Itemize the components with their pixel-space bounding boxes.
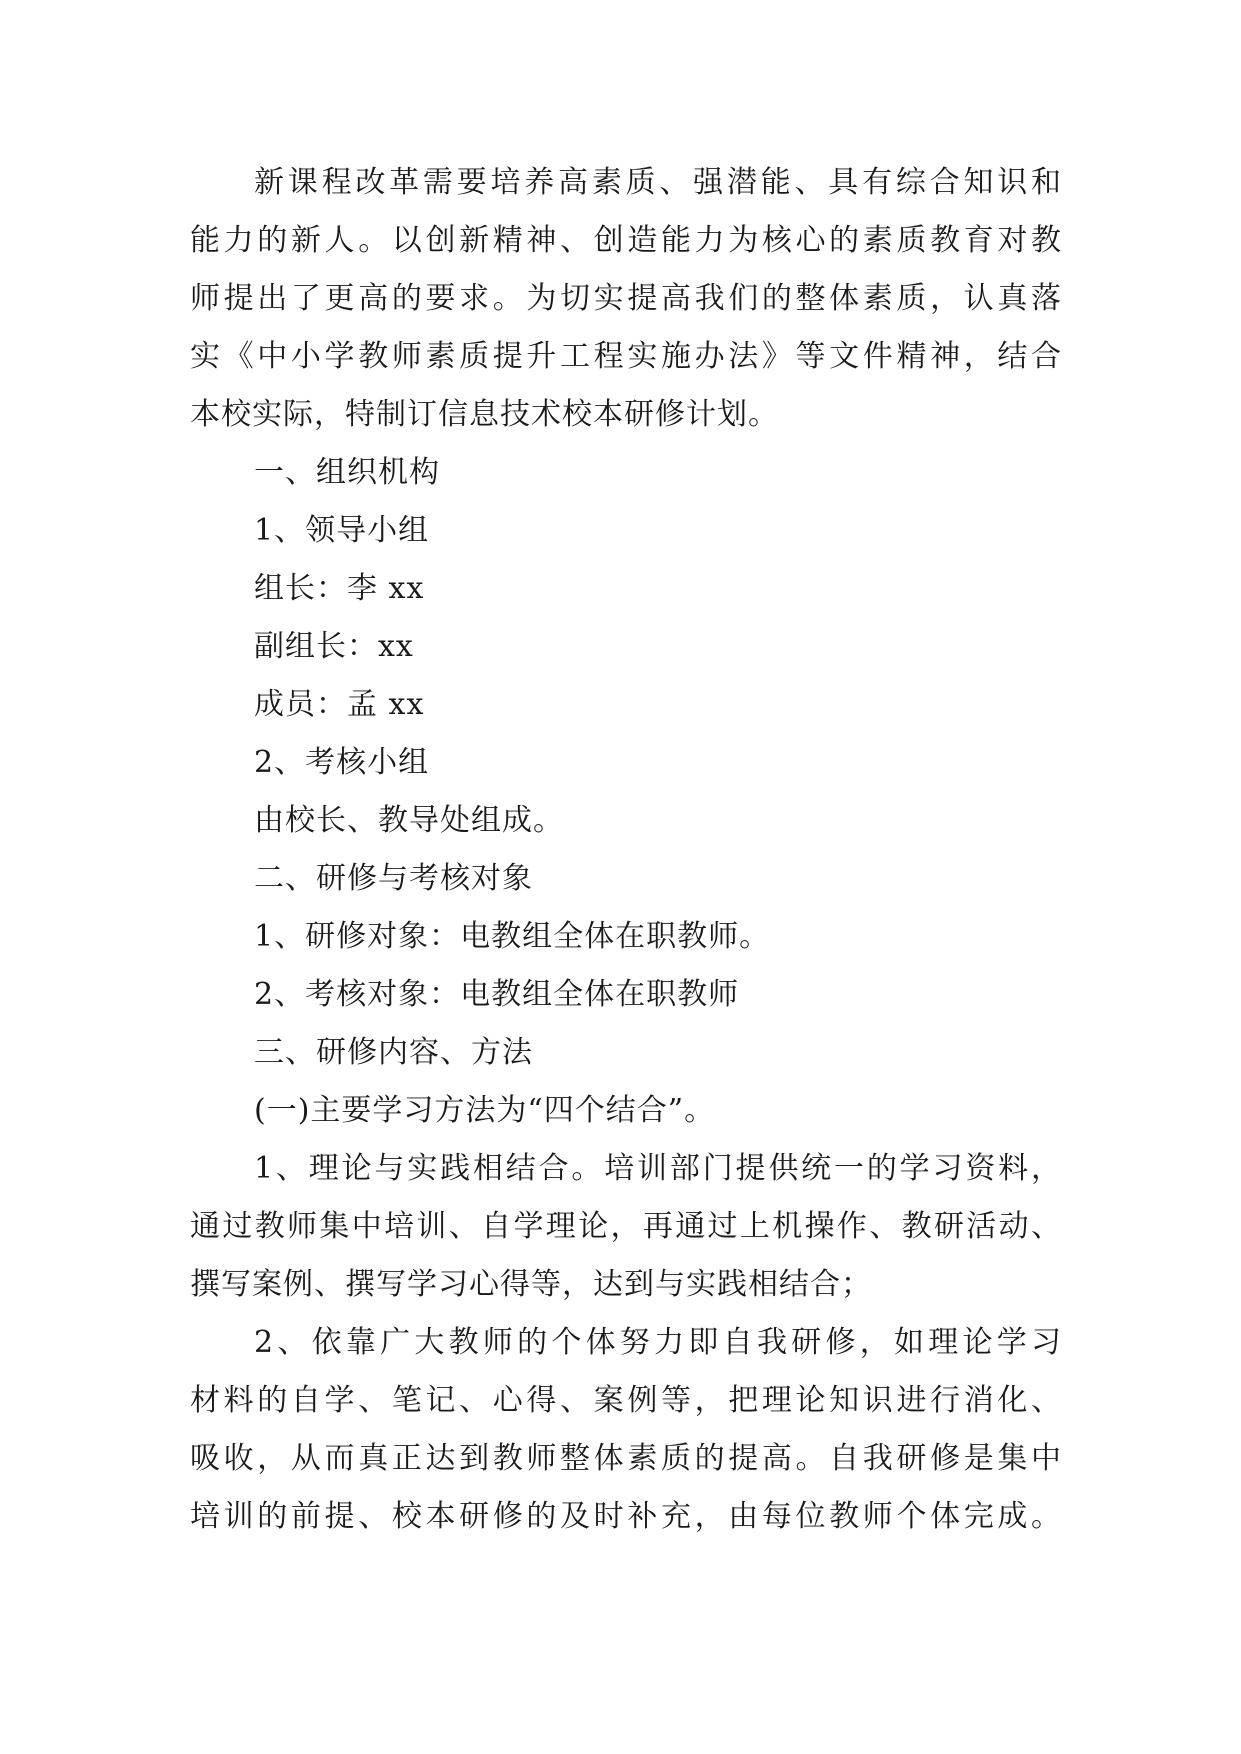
method-2-line: 吸收，从而真正达到教师整体素质的提高。自我研修是集中 [190,1441,1062,1476]
intro-paragraph-line: 能力的新人。以创新精神、创造能力为核心的素质教育对教 [190,223,1062,258]
study-target: 1、研修对象：电教组全体在职教师。 [254,919,771,954]
subheading-leadership-group: 1、领导小组 [254,513,430,548]
assessment-group-composition: 由校长、教导处组成。 [254,803,564,838]
document-body [190,154,1062,1546]
deputy-group-leader: 副组长：xx [254,629,414,664]
group-leader: 组长：李 xx [254,571,425,606]
section-heading-content-methods: 三、研修内容、方法 [254,1035,533,1070]
method-2-line: 培训的前提、校本研修的及时补充，由每位教师个体完成。 [190,1499,1062,1534]
assessment-target: 2、考核对象：电教组全体在职教师 [254,977,740,1012]
group-members: 成员：孟 xx [254,687,425,722]
intro-paragraph-line: 新课程改革需要培养高素质、强潜能、具有综合知识和 [254,165,1062,200]
section-heading-targets: 二、研修与考核对象 [254,861,533,896]
section-heading-organization: 一、组织机构 [254,455,440,490]
method-1-line: 通过教师集中培训、自学理论，再通过上机操作、教研活动、 [190,1209,1062,1244]
intro-paragraph-line: 实《中小学教师素质提升工程实施办法》等文件精神，结合 [190,339,1062,374]
subheading-assessment-group: 2、考核小组 [254,745,430,780]
intro-paragraph-line: 师提出了更高的要求。为切实提高我们的整体素质，认真落 [190,281,1062,316]
method-2-line: 材料的自学、笔记、心得、案例等，把理论知识进行消化、 [190,1383,1062,1418]
method-1-line: 1、理论与实践相结合。培训部门提供统一的学习资料， [254,1151,1062,1186]
intro-paragraph-line: 本校实际，特制订信息技术校本研修计划。 [190,397,779,432]
method-2-line: 2、依靠广大教师的个体努力即自我研修，如理论学习 [254,1325,1062,1360]
method-1-line: 撰写案例、撰写学习心得等，达到与实践相结合； [190,1267,872,1302]
subheading-four-combinations: (一)主要学习方法为“四个结合”。 [254,1093,716,1128]
